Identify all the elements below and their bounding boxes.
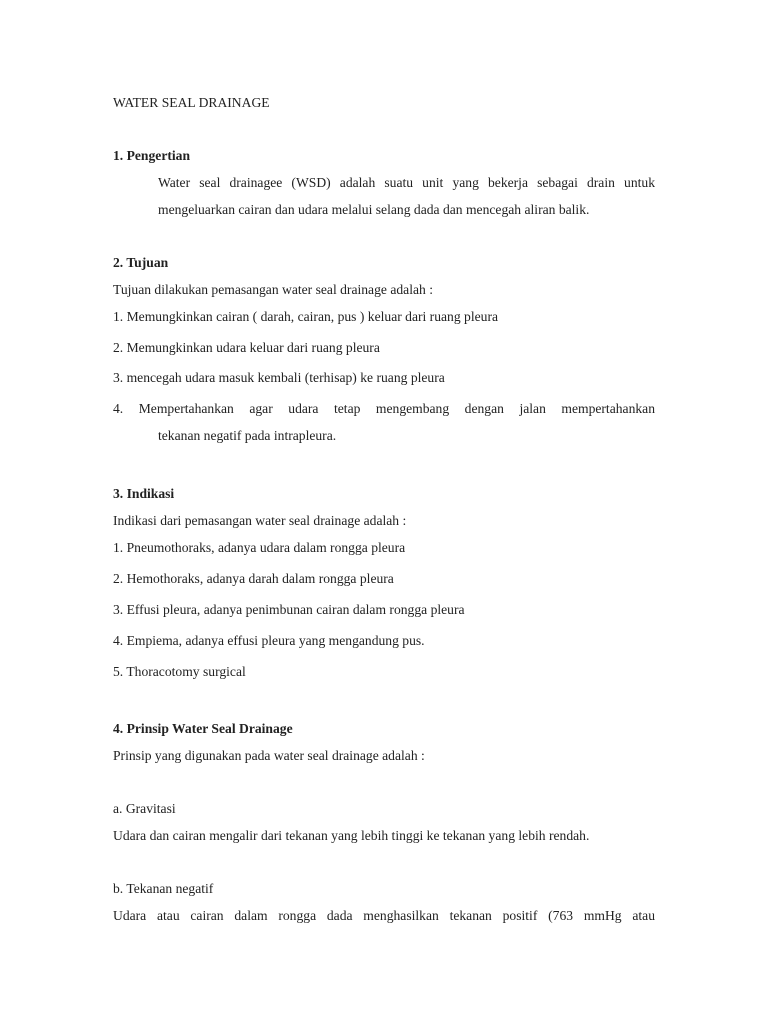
- list-item: 2. Hemothoraks, adanya darah dalam rongga pleura: [113, 571, 394, 586]
- section-1-paragraph-line: Water seal drainagee (WSD) adalah suatu unit yang bekerja sebagai drain untuk: [158, 175, 655, 190]
- list-item-continuation: tekanan negatif pada intrapleura.: [158, 428, 337, 443]
- subsection-b-text: Udara atau cairan dalam rongga dada menghasilkan tekanan positif (763 mmHg atau: [113, 908, 655, 923]
- list-item: 1. Pneumothoraks, adanya udara dalam rongga pleura: [113, 540, 406, 555]
- list-item: 5. Thoracotomy surgical: [113, 664, 246, 679]
- section-3-heading: 3. Indikasi: [113, 486, 175, 501]
- list-item: 4. Empiema, adanya effusi pleura yang mengandung pus.: [113, 633, 425, 648]
- subsection-a-text: Udara dan cairan mengalir dari tekanan yang lebih tinggi ke tekanan yang lebih rendah.: [113, 828, 590, 843]
- list-item: 4. Mempertahankan agar udara tetap mengembang dengan jalan mempertahankan: [113, 401, 655, 416]
- list-item: 1. Memungkinkan cairan ( darah, cairan, pus ) keluar dari ruang pleura: [113, 309, 498, 324]
- section-3-intro: Indikasi dari pemasangan water seal drainage adalah :: [113, 513, 407, 528]
- section-1-heading: 1. Pengertian: [113, 148, 191, 163]
- section-2-heading: 2. Tujuan: [113, 255, 169, 270]
- list-item: 3. Effusi pleura, adanya penimbunan cairan dalam rongga pleura: [113, 602, 465, 617]
- list-item: 3. mencegah udara masuk kembali (terhisap) ke ruang pleura: [113, 370, 445, 385]
- subsection-b-label: b. Tekanan negatif: [113, 881, 214, 896]
- section-1-paragraph-line: mengeluarkan cairan dan udara melalui selang dada dan mencegah aliran balik.: [158, 202, 590, 217]
- section-4-heading: 4. Prinsip Water Seal Drainage: [113, 721, 293, 736]
- list-item: 2. Memungkinkan udara keluar dari ruang pleura: [113, 340, 380, 355]
- section-4-intro: Prinsip yang digunakan pada water seal drainage adalah :: [113, 748, 425, 763]
- section-2-intro: Tujuan dilakukan pemasangan water seal drainage adalah :: [113, 282, 433, 297]
- document-title: WATER SEAL DRAINAGE: [113, 95, 270, 110]
- subsection-a-label: a. Gravitasi: [113, 801, 176, 816]
